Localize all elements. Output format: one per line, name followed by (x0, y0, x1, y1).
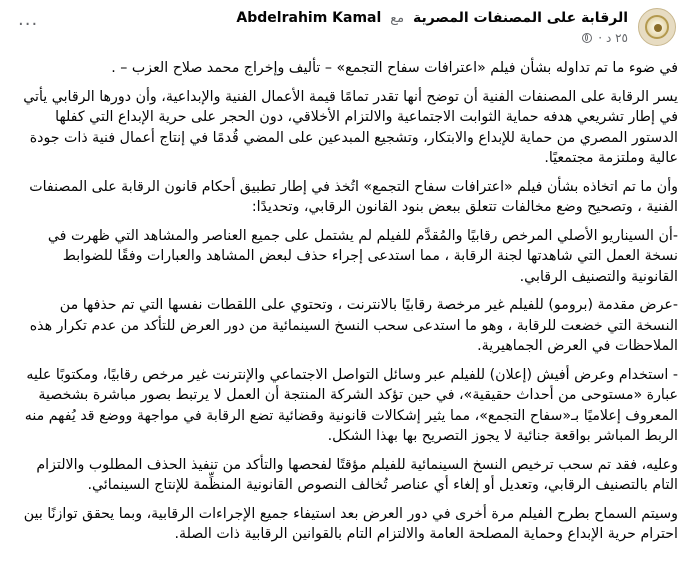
post-paragraph: وعليه، فقد تم سحب ترخيص النسخ السينمائية للفيلم مؤقتًا لفحصها والتأكد من تنفيذ الحذف المطلوب والالتزام التام بالتصنيف الرقابي، وتعديل أو إلغاء أي عناصر تُخالف النصوص القانونية المنظِّمة للإنتاج السينمائي. (36, 456, 678, 493)
with-label: مع (390, 11, 405, 26)
post-title-line (236, 10, 628, 26)
page-avatar[interactable] (638, 8, 676, 46)
post-paragraph: يسر الرقابة على المصنفات الفنية أن توضح أنها تقدر تمامًا قيمة الأعمال الفنية والإبداعية، وأن دورها الرقابي يأتي في إطار تشريعي هدفه حماية الثوابت الاجتماعية والالتزام الأخلاقي، دون الحجر على حرية الإبداع التي كفلها الدستور المصري من حماية للإبداع والابتكار، وتشجيع المبدعين على المضي قُدمًا في إنتاج أعمال فنية ذات جودة عالية وملتزمة مجتمعيًا. (23, 88, 678, 166)
page-name-link[interactable]: الرقابة على المصنفات المصرية (412, 10, 628, 26)
post-paragraph: وأن ما تم اتخاذه بشأن فيلم «اعترافات سفاح التجمع» اتُخذ في إطار تطبيق أحكام قانون الرقابة على المصنفات الفنية ، وتصحيح وضع مخالفات تتعلق ببعض بنود القانون الرقابي، وتحديدًا: (29, 178, 678, 215)
post-paragraph: -عرض مقدمة (برومو) للفيلم غير مرخصة رقابيًا بالانترنت ، وتحتوي على اللقطات نفسها التي تم حذفها من النسخة التي خضعت للرقابة ، وهو ما استدعى سحب النسخ السينمائية من دور العرض للتأكد من عدم تكرار هذه الملاحظات في العرض الجماهيرية. (29, 297, 678, 354)
more-options-icon[interactable]: ··· (18, 14, 39, 35)
post-paragraph: في ضوء ما تم تداوله بشأن فيلم «اعترافات سفاح التجمع» – تأليف وإخراج محمد صلاح العزب – . (111, 60, 678, 76)
globe-icon (582, 33, 592, 43)
tagged-person-link[interactable]: Abdelrahim Kamal (236, 10, 382, 26)
post-paragraph: وسيتم السماح بطرح الفيلم مرة أخرى في دور العرض بعد استيفاء جميع الإجراءات الرقابية، وبما يحقق توازنًا بين احترام حرية الإبداع وحماية المصلحة العامة والالتزام التام بالقوانين الرقابية ذات الصلة. (23, 505, 678, 542)
post-paragraph: -أن السيناريو الأصلي المرخص رقابيًا والمُقدَّم للفيلم لم يشتمل على جميع العناصر والمشاهد التي ظهرت في نسخة العمل التي شاهدتها لجنة الرقابة ، مما استدعى إجراء حذف لبعض المشاهد والعبارات وفقًا للضوابط القانونية والتصنيف الرقابي. (47, 227, 678, 285)
post-timestamp[interactable]: ٢٥ د (605, 31, 628, 45)
post-header (14, 0, 678, 58)
seal-center-icon (654, 24, 662, 32)
post-meta: ٢٥ د · (582, 31, 628, 45)
post-body (14, 58, 678, 545)
post-paragraph: - استخدام وعرض أفيش (إعلان) للفيلم عبر وسائل التواصل الاجتماعي والإنترنت غير مرخص رقابيًا، ومكتوبًا عليه عبارة «مستوحى من أحداث حقيقية»، في حين تؤكد الشركة المنتجة أن العمل لا يرتبط بصور مباشرة بشخصية المعروف إعلاميًا بـ«سفاح التجمع»، مما يثير إشكالات قانونية وقضائية تضع الرقابة في مواجهة ووضع قد يُفهم منه الربط المباشر بواقعة جنائية لا يجوز التصريح بها بهذا الشكل. (24, 366, 678, 444)
